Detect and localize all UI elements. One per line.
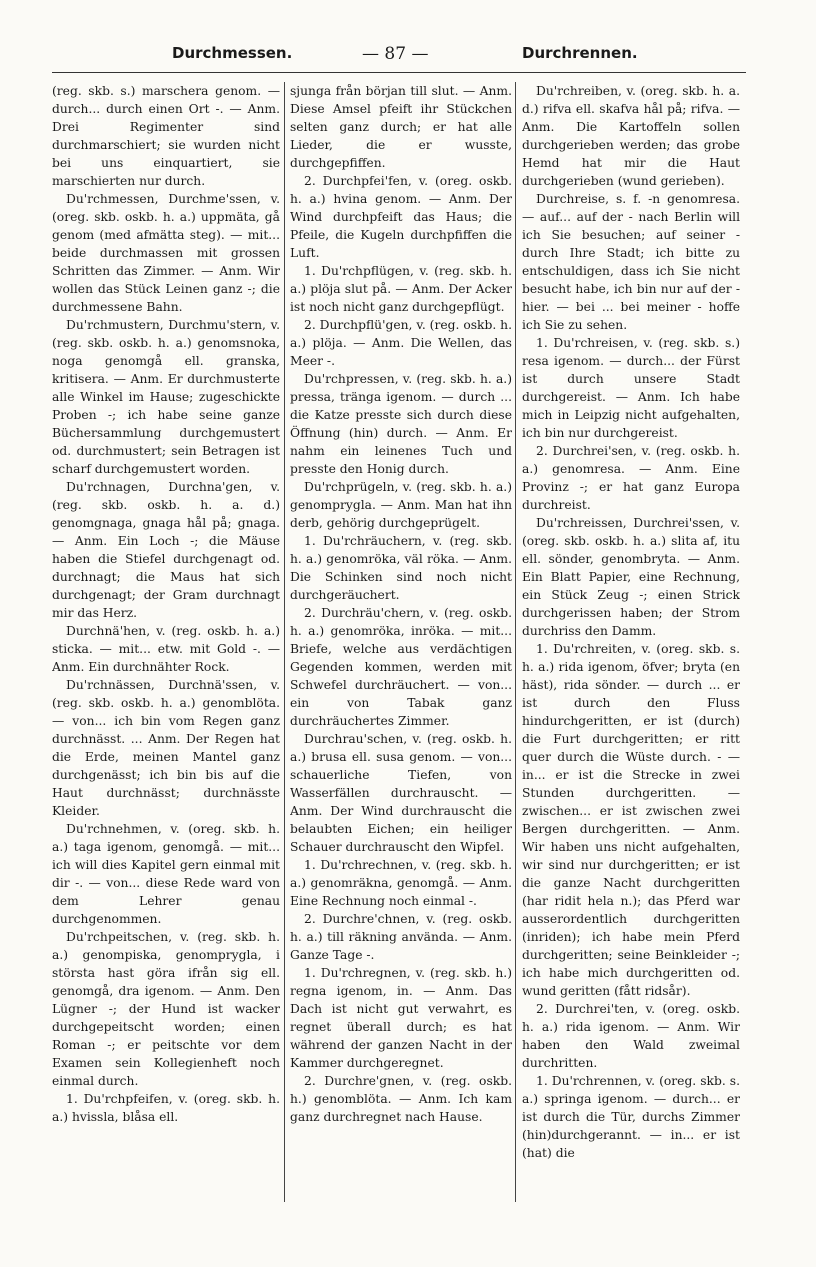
entry: Durchnä'hen, v. (reg. oskb. h. a.) sticka. — mit... etw. mit Gold -. — Anm. Ein durchnähter Rock.: [52, 624, 280, 674]
column-1: [52, 82, 280, 1242]
column-2: [290, 82, 512, 1242]
entry: 1. Du'rchräuchern, v. (reg. skb. h. a.) genomröka, väl röka. — Anm. Die Schinken sind noch nicht durchgeräuchert.: [290, 534, 512, 602]
entry: Du'rchreiben, v. (oreg. skb. h. a. d.) rifva ell. skafva hål på; rifva. — Anm. Die Kartoffeln sollen durchgerieben werden; das grobe Hemd hat mir die Haut durchgerieben (wund gerieben).: [522, 84, 740, 188]
entry: 2. Durchrei'sen, v. (reg. oskb. h. a.) genomresa. — Anm. Eine Provinz -; er hat ganz Europa durchreist.: [522, 444, 740, 512]
entry: 1. Du'rchpflügen, v. (reg. skb. h. a.) plöja slut på. — Anm. Der Acker ist noch nicht ganz durchgepflügt.: [290, 264, 512, 314]
entry: Durchrau'schen, v. (reg. oskb. h. a.) brusa ell. susa genom. — von... schauerliche Tiefen, von Wasserfällen durchrauscht. — Anm. Der Wind durchrauscht die belaubten Eichen; ein heiliger Schauer durchrauscht den Wipfel.: [290, 732, 512, 854]
entry: Du'rchpressen, v. (reg. skb. h. a.) pressa, tränga igenom. — durch ... die Katze presste sich durch diese Öffnung (hin) durch. — Anm. Er nahm ein leinenes Tuch und presste den Honig durch.: [290, 372, 512, 476]
header-left-guideword: Durchmessen.: [172, 44, 293, 62]
entry: Du'rchmessen, Durchme'ssen, v. (oreg. skb. oskb. h. a.) uppmäta, gå genom (med afmätta steg). — mit... beide durchmassen mit grossen Schritten das Zimmer. — Anm. Wir wollen das Stück Leinen ganz -; die durchmessene Bahn.: [52, 192, 280, 314]
header-right-guideword: Durchrennen.: [522, 44, 638, 62]
entry: 1. Du'rchreiten, v. (oreg. skb. s. h. a.) rida igenom, öfver; bryta (en häst), rida sönder. — durch ... er ist durch den Fluss hindurchgeritten, er ist (durch) die Furt durchgeritten; er ritt quer durch die Wüste durch. - — in... er ist die Strecke in zwei Stunden durchgeritten. — zwischen... er ist zwischen zwei Bergen durchgeritten. — Anm. Wir haben uns nicht aufgehalten, wir sind nur durchgeritten; er ist die ganze Nacht durchgeritten (har ridit hela n.); das Pferd war ausserordentlich durchgeritten (inriden); ich habe mein Pferd durchgeritten; seine Beinkleider -; ich habe mich durchgeritten od. wund geritten (fått ridsår).: [522, 642, 740, 998]
page-number: — 87 —: [362, 44, 429, 64]
entry: Du'rchprügeln, v. (reg. skb. h. a.) genomprygla. — Anm. Man hat ihn derb, gehörig durchgeprügelt.: [290, 480, 512, 530]
entry: 2. Durchpfei'fen, v. (oreg. oskb. h. a.) hvina genom. — Anm. Der Wind durchpfeift das Haus; die Pfeile, die Kugeln durchpfiffen die Luft.: [290, 174, 512, 260]
entry: 1. Du'rchpfeifen, v. (oreg. skb. h. a.) hvissla, blåsa ell.: [52, 1092, 280, 1124]
entry: Du'rchmustern, Durchmu'stern, v. (reg. skb. oskb. h. a.) genomsnoka, noga genomgå ell. granska, kritisera. — Anm. Er durchmusterte alle Winkel im Hause; zugeschickte Proben -; ich habe seine ganze Büchersammlung durchgemustert od. durchmustert; sein Betragen ist scharf durchgemustert worden.: [52, 318, 280, 476]
entry: (reg. skb. s.) marschera genom. — durch... durch einen Ort -. — Anm. Drei Regimenter sind durchmarschiert; sie wurden nicht bei uns einquartiert, sie marschierten nur durch.: [52, 84, 280, 188]
entry: 2. Durchpflü'gen, v. (reg. oskb. h. a.) plöja. — Anm. Die Wellen, das Meer -.: [290, 318, 512, 368]
entry: Du'rchnagen, Durchna'gen, v. (reg. skb. oskb. h. a. d.) genomgnaga, gnaga hål på; gnaga. — Anm. Ein Loch -; die Mäuse haben die Stiefel durchgenagt od. durchnagt; die Maus hat sich durchgenagt; der Gram durchnagt mir das Herz.: [52, 480, 280, 620]
entry: Du'rchnehmen, v. (oreg. skb. h. a.) taga igenom, genomgå. — mit... ich will dies Kapitel gern einmal mit dir -. — von... diese Rede ward von dem Lehrer genau durchgenommen.: [52, 822, 280, 926]
header-rule: [52, 72, 746, 73]
column-divider-2: [515, 82, 516, 1202]
entry: 2. Durchre'gnen, v. (reg. oskb. h.) genomblöta. — Anm. Ich kam ganz durchregnet nach Hause.: [290, 1074, 512, 1124]
column-divider-1: [284, 82, 285, 1202]
entry: 1. Du'rchreisen, v. (reg. skb. s.) resa igenom. — durch... der Fürst ist durch unsere Stadt durchgereist. — Anm. Ich habe mich in Leipzig nicht aufgehalten, ich bin nur durchgereist.: [522, 336, 740, 440]
entry: Du'rchpeitschen, v. (reg. skb. h. a.) genompiska, genomprygla, i största hast göra ifrån sig ell. genomgå, dra igenom. — Anm. Den Lügner -; der Hund ist wacker durchgepeitscht worden; einen Roman -; er peitschte vor dem Examen sein Kollegienheft noch einmal durch.: [52, 930, 280, 1088]
entry: 1. Du'rchrennen, v. (oreg. skb. s. a.) springa igenom. — durch... er ist durch die Tür, durchs Zimmer (hin)durchgerannt. — in... er ist (hat) die: [522, 1074, 740, 1160]
entry: sjunga från början till slut. — Anm. Diese Amsel pfeift ihr Stückchen selten ganz durch; er hat alle Lieder, die er wusste, durchgepfiffen.: [290, 84, 512, 170]
column-3: [522, 82, 740, 1242]
entry: Durchreise, s. f. -n genomresa. — auf... auf der - nach Berlin will ich Sie besuchen; auf seiner - durch Ihre Stadt; ich bitte zu entschuldigen, dass ich Sie nicht besucht habe, ich bin nur auf der - hier. — bei ... bei meiner - hoffe ich Sie zu sehen.: [522, 192, 740, 332]
entry: 2. Durchre'chnen, v. (reg. oskb. h. a.) till räkning använda. — Anm. Ganze Tage -.: [290, 912, 512, 962]
entry: 1. Du'rchregnen, v. (reg. skb. h.) regna igenom, in. — Anm. Das Dach ist nicht gut verwahrt, es regnet überall durch; es hat während der ganzen Nacht in der Kammer durchgeregnet.: [290, 966, 512, 1070]
entry: Du'rchreissen, Durchrei'ssen, v. (oreg. skb. oskb. h. a.) slita af, itu ell. sönder, genombryta. — Anm. Ein Blatt Papier, eine Rechnung, ein Stück Zeug -; einen Strick durchgerissen haben; der Strom durchriss den Damm.: [522, 516, 740, 638]
entry: Du'rchnässen, Durchnä'ssen, v. (reg. skb. oskb. h. a.) genomblöta. — von... ich bin vom Regen ganz durchnässt. ... Anm. Der Regen hat die Erde, meinen Mantel ganz durchgenässt; ich bin bis auf die Haut durchnässt; durchnässte Kleider.: [52, 678, 280, 818]
entry: 2. Durchräu'chern, v. (reg. oskb. h. a.) genomröka, inröka. — mit... Briefe, welche aus verdächtigen Gegenden kommen, werden mit Schwefel durchräuchert. — von... ein von Tabak ganz durchräuchertes Zimmer.: [290, 606, 512, 728]
entry: 1. Du'rchrechnen, v. (reg. skb. h. a.) genomräkna, genomgå. — Anm. Eine Rechnung noch einmal -.: [290, 858, 512, 908]
page-header: [150, 44, 768, 70]
entry: 2. Durchrei'ten, v. (oreg. oskb. h. a.) rida igenom. — Anm. Wir haben den Wald zweimal durchritten.: [522, 1002, 740, 1070]
